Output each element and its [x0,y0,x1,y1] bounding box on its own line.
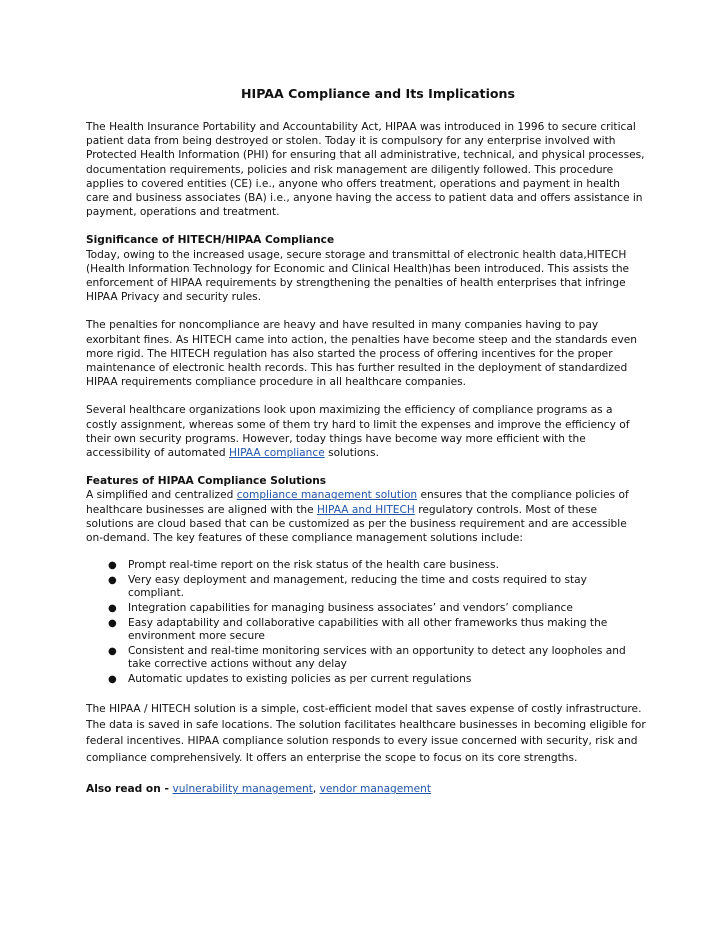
hipaa-compliance-link[interactable]: HIPAA compliance [228,447,325,460]
features-section [86,474,646,545]
significance-body: Today, owing to the increased usage, secure storage and transmittal of electronic health data,HITECH (Health Information Technology for Economic and Clinical Health)has been introduced. This assists the enforcement of HIPAA requirements by strengthening the penalties of health enterprises that infringe HIPAA Privacy and security rules. [86,248,630,304]
features-heading: Features of HIPAA Compliance Solutions [86,475,327,488]
hipaa-and-hitech-link[interactable]: HIPAA and HITECH [316,503,415,516]
list-item-text: Prompt real-time report on the risk status of the health care business. [128,559,499,572]
bullet-icon: ● [108,603,117,615]
penalties-paragraph: The penalties for noncompliance are heavy and have resulted in many companies having to pay exorbitant fines. As HITECH came into action, the penalties have become steep and the standards even more rigid. The HITECH regulation has also started the process of offering incentives for the proper maintenance of electronic health records. This has further resulted in the deployment of standardized HIPAA requirements compliance procedure in all healthcare companies. [86,319,637,389]
features-list [86,559,646,686]
vulnerability-management-link[interactable]: vulnerability management [172,783,313,796]
features-text-2: ensures that the compliance policies of healthcare businesses are aligned with the [86,489,629,516]
features-text-3: regulatory controls. Most of these solutions are cloud based that can be customized as per the business requirement and are accessible on-demand. The key features of these compliance management solutions include: [86,503,627,545]
list-item [86,617,646,644]
bullet-icon: ● [108,574,117,586]
conclusion-paragraph: The HIPAA / HITECH solution is a simple, cost-efficient model that saves expense of costly infrastructure. The data is saved in safe locations. The solution facilitates healthcare businesses in becoming eligible for federal incentives. HIPAA compliance solution responds to every issue concerned with security, risk and compliance comprehensively. It offers an enterprise the scope to focus on its core strengths. [86,702,646,764]
list-item [86,645,646,672]
compliance-management-solution-link[interactable]: compliance management solution [236,489,418,502]
efficiency-text-after: solutions. [324,447,379,460]
document-page [86,86,646,810]
vendor-management-link[interactable]: vendor management [319,783,432,796]
bullet-icon: ● [108,560,117,572]
list-item [86,559,646,573]
also-read-label: Also read on - [86,783,173,796]
efficiency-text-before: Several healthcare organizations look upon maximizing the efficiency of compliance programs as a costly assignment, whereas some of them try hard to limit the expenses and improve the efficiency of their own security programs. However, today things have become way more efficient with the accessibility of automated [86,404,630,460]
list-item [86,602,646,616]
bullet-icon: ● [108,674,117,686]
efficiency-paragraph [86,403,646,460]
features-text-1: A simplified and centralized [86,489,237,502]
document-title: HIPAA Compliance and Its Implications [240,86,516,101]
bullet-icon: ● [108,617,117,629]
list-item [86,574,646,601]
list-item-text: Integration capabilities for managing business associates’ and vendors’ compliance [128,602,573,615]
list-item-text: Consistent and real-time monitoring services with an opportunity to detect any loopholes and take corrective actions without any delay [128,644,626,671]
list-item-text: Very easy deployment and management, reducing the time and costs required to stay compliant. [128,573,587,600]
list-item-text: Easy adaptability and collaborative capabilities with all other frameworks thus making the environment more secure [128,616,608,643]
bullet-icon: ● [108,645,117,657]
also-read-line [86,782,646,796]
intro-paragraph: The Health Insurance Portability and Accountability Act, HIPAA was introduced in 1996 to secure critical patient data from being destroyed or stolen. Today it is compulsory for any enterprise involved with Protected Health Information (PHI) for ensuring that all administrative, technical, and physical processes, documentation requirements, policies and risk management are diligently followed. This procedure applies to covered entities (CE) i.e., anyone who offers treatment, operations and payment in health care and business associates (BA) i.e., anyone having the access to patient data and offers assistance in payment, operations and treatment. [86,121,645,219]
significance-section [86,233,646,304]
significance-heading: Significance of HITECH/HIPAA Compliance [86,234,335,247]
list-item-text: Automatic updates to existing policies as per current regulations [128,673,472,686]
list-item [86,673,646,687]
also-read-separator: , [312,783,320,796]
